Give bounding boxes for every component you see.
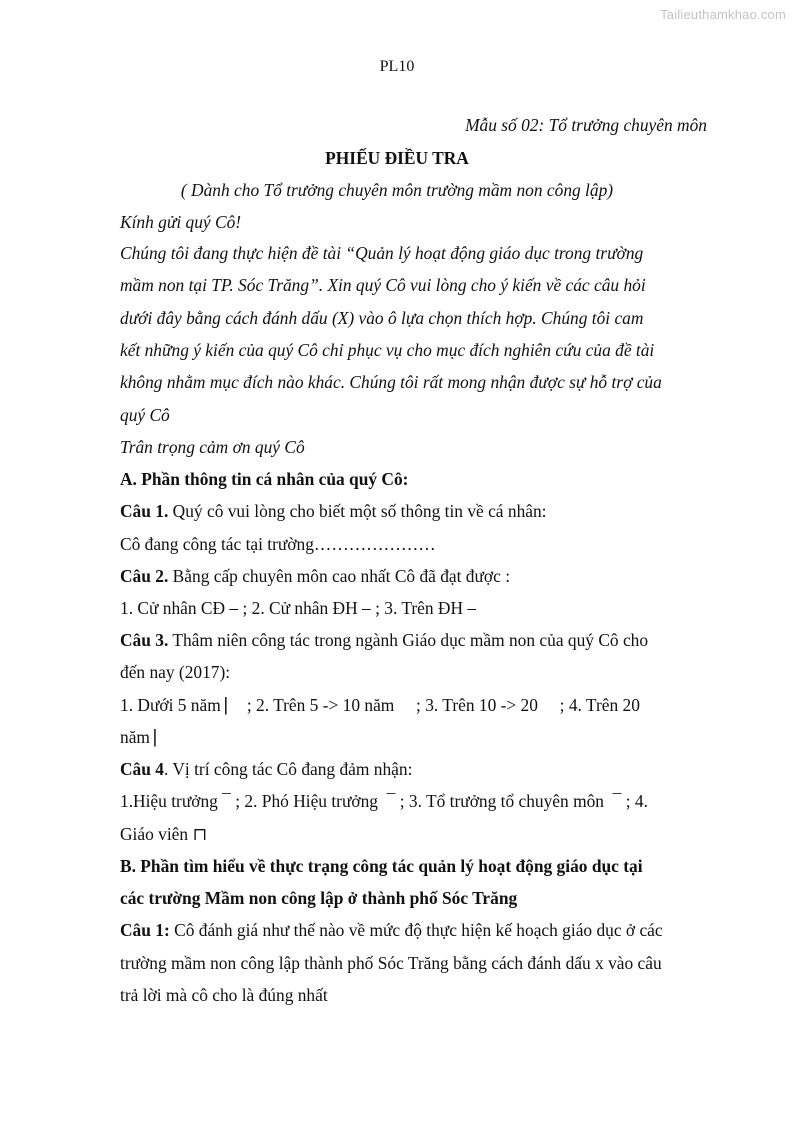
question-4-options-cont: Giáo viên ⊓ (120, 824, 208, 844)
intro-line: quý Cô (120, 405, 170, 425)
question-4-options: 1.Hiệu trưởng ¯ ; 2. Phó Hiệu trưởng ¯ ; 3. Tổ trưởng tổ chuyên môn ¯ ; 4. (120, 791, 648, 811)
intro-line: Chúng tôi đang thực hiện đề tài “Quản lý hoạt động giáo dục trong trường (120, 243, 644, 263)
question-text: Quý cô vui lòng cho biết một số thông tin về cá nhân: (168, 501, 547, 521)
intro-line: dưới đây bằng cách đánh dấu (X) vào ô lựa chọn thích hợp. Chúng tôi cam (120, 308, 644, 328)
question-4 (120, 761, 412, 778)
section-b-question-1-cont: trả lời mà cô cho là đúng nhất (120, 985, 328, 1005)
section-b-heading: B. Phần tìm hiểu về thực trạng công tác quản lý hoạt động giáo dục tại (120, 856, 643, 876)
question-3-options-cont: năm ⎸ (120, 727, 172, 747)
section-b-heading-cont: các trường Mầm non công lập ở thành phố Sóc Trăng (120, 888, 518, 908)
question-label: Câu 2. (120, 566, 169, 586)
watermark: Tailieuthamkhao.com (660, 7, 786, 22)
thanks-line: Trân trọng cảm ơn quý Cô (120, 437, 305, 457)
intro-line: kết những ý kiến của quý Cô chỉ phục vụ cho mục đích nghiên cứu của đề tài (120, 340, 655, 360)
question-label: Câu 1. (120, 501, 169, 521)
question-text: Thâm niên công tác trong ngành Giáo dục mầm non của quý Cô cho (168, 630, 649, 650)
subtitle: ( Dành cho Tổ trưởng chuyên môn trường mầm non công lập) (180, 180, 614, 200)
question-text: Cô đánh giá như thế nào về mức độ thực hiện kế hoạch giáo dục ở các (169, 920, 663, 940)
question-1 (120, 503, 547, 520)
question-3 (120, 632, 648, 649)
section-a-heading: A. Phần thông tin cá nhân của quý Cô: (120, 469, 409, 489)
question-2 (120, 568, 510, 585)
section-b-question-1 (120, 922, 663, 939)
section-b-question-1-cont: trường mầm non công lập thành phố Sóc Trăng bằng cách đánh dấu x vào câu (120, 953, 662, 973)
question-3-text-cont: đến nay (2017): (120, 662, 231, 682)
intro-line: mầm non tại TP. Sóc Trăng”. Xin quý Cô vui lòng cho ý kiến về các câu hỏi (120, 275, 646, 295)
form-code: Mẫu số 02: Tổ trưởng chuyên môn (465, 115, 707, 135)
question-2-options: 1. Cử nhân CĐ ⎯ ; 2. Cử nhân ĐH ⎯ ; 3. Trên ĐH ⎯ (120, 598, 477, 618)
intro-line: không nhằm mục đích nào khác. Chúng tôi rất mong nhận được sự hỗ trợ của (120, 372, 662, 392)
question-text: . Vị trí công tác Cô đang đảm nhận: (163, 759, 413, 779)
question-1-answer: Cô đang công tác tại trường………………… (120, 534, 436, 554)
question-label: Câu 4 (120, 759, 164, 779)
page-label: PL10 (379, 58, 415, 75)
question-label: Câu 1: (120, 920, 170, 940)
question-text: Bằng cấp chuyên môn cao nhất Cô đã đạt được : (168, 566, 511, 586)
greeting: Kính gửi quý Cô! (120, 212, 242, 232)
page-title: PHIẾU ĐIỀU TRA (325, 148, 469, 168)
question-label: Câu 3. (120, 630, 169, 650)
question-3-options: 1. Dưới 5 năm ⎸ ; 2. Trên 5 -> 10 năm ; 3. Trên 10 -> 20 ; 4. Trên 20 (120, 695, 640, 715)
